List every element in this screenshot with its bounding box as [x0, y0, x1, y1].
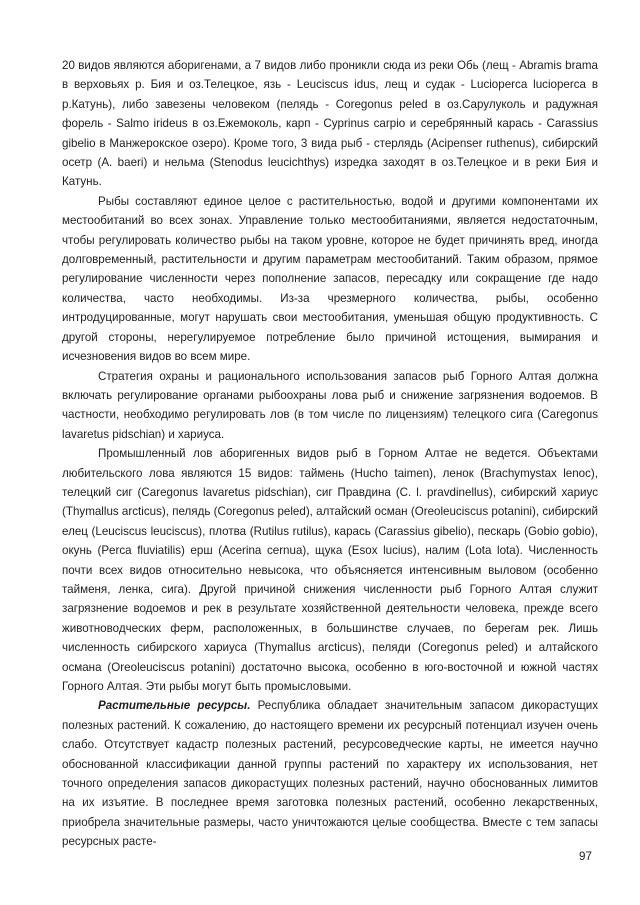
- paragraph-strategy: Стратегия охраны и рационального использования запасов рыб Горного Алтая должна включать регулирование органами рыбоохраны лова рыб и снижение загрязнения водоемов. В частности, необходимо регулировать лов (в том числе по лицензиям) телецкого сига (Caregonus lavaretus pidschian) и хариуса.: [62, 369, 598, 441]
- paragraph-aborigines: 20 видов являются аборигенами, а 7 видов либо проникли сюда из реки Обь (лещ - Abramis brama в верховьях р. Бия и оз.Телецкое, язь - Leuciscus idus, лещ и судак - Lucioperca lucioperca в р.Катунь), либо завезены человеком (пелядь - Coregonus peled в оз.Сарулуколь и радужная форель - Salmo irideus в оз.Ежемоколь, карп - Cyprinus carpio и серебрянный карась - Carassius gibelio в Манжерокское озеро). Кроме того, 3 вида рыб - стерлядь (Acipenser ruthenus), сибирский осетр (A. baeri) и нельма (Stenodus leucichthys) изредка заходят в оз.Телецкое и в реки Бия и Катунь.: [62, 59, 598, 189]
- paragraph-plant-resources: [62, 696, 598, 851]
- paragraph-habitat: Рыбы составляют единое целое с растительностью, водой и другими компонентами их местообитаний во всех зонах. Управление только местообитаниями, является недостаточным, чтобы регулировать количество рыбы на таком уровне, которое не будет причинять вред, иногда долговременный, растительности и другим параметрам местообитаний. Таким образом, прямое регулирование численности через пополнение запасов, пересадку или сокращение где надо количества, часто необходимы. Из-за чрезмерного количества, рыбы, особенно интродуцированные, могут нарушать свои местообитания, уменьшая общую продуктивность. С другой стороны, нерегулируемое потребление было причиной истощения, вымирания и исчезновения видов во всем мире.: [62, 194, 598, 364]
- paragraph-plant-resources-text: Республика обладает значительным запасом дикорастущих полезных растений. К сожалению, до настоящего времени их ресурсный потенциал изучен очень слабо. Отсутствует кадастр полезных растений, ресурсоведческие карты, не имеется научно обоснованной классификации данной группы растений по характеру их использования, нет точного определения запасов дикорастущих полезных растений, научно обоснованных лимитов на их изъятие. В последнее время заготовка полезных растений, особенно лекарственных, приобрела значительные размеры, часто уничтожаются целые сообщества. Вместе с тем запасы ресурсных расте-: [62, 699, 599, 849]
- section-lead-plant-resources: Растительные ресурсы.: [98, 699, 251, 713]
- paragraph-fishing: Промышленный лов аборигенных видов рыб в Горном Алтае не ведется. Объектами любительского лова являются 15 видов: таймень (Hucho taimen), ленок (Brachymystax lenoc), телецкий сиг (Caregonus lavaretus pidschian), сиг Правдина (C. l. pravdinellus), сибирский хариус (Thymallus arcticus), пелядь (Coregonus peled), алтайский осман (Oreoleuciscus potanini), сибирский елец (Leuciscus leuciscus), плотва (Rutilus rutilus), карась (Carassius gibelio), пескарь (Gobio gobio), окунь (Perca fluviatilis) ерш (Acerina cernua), щука (Esox lucius), налим (Lota lota). Численность почти всех видов относительно невысока, что объясняется интенсивным выловом (особенно тайменя, ленка, сига). Другой причиной снижения численности рыб Горного Алтая служит загрязнение водоемов и рек в результате хозяйственной деятельности человека, прежде всего животноводческих ферм, расположенных, в большинстве случаев, по берегам рек. Лишь численность сибирского хариуса (Thymallus arcticus), пеляди (Coregonus peled) и алтайского османа (Oreoleuciscus potanini) достаточно высока, особенно в юго-восточной и южной частях Горного Алтая. Эти рыбы могут быть промысловыми.: [62, 447, 598, 693]
- page-body: [62, 56, 598, 852]
- page-number: 97: [579, 850, 592, 863]
